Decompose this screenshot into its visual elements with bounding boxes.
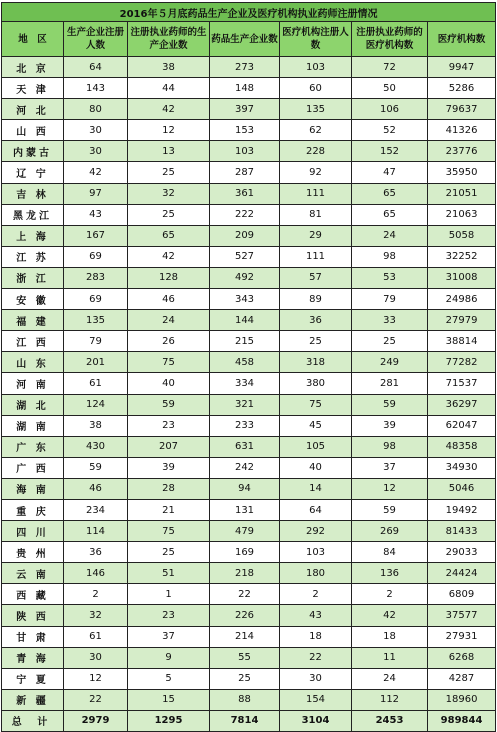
producers-with-pharmacists-cell: 207 [128,436,210,457]
table-row [2,605,496,626]
institution-count-cell: 29033 [428,542,496,563]
institutions-with-pharmacists-cell: 79 [352,289,428,310]
region-cell: 广 东 [2,436,64,457]
producer-count-cell: 233 [210,415,280,436]
institution-count-cell: 6268 [428,647,496,668]
producer-count-cell: 527 [210,246,280,267]
region-cell: 广 西 [2,457,64,478]
region-cell: 河 南 [2,373,64,394]
region-cell: 云 南 [2,563,64,584]
producer-registrants-cell: 43 [64,204,128,225]
institution-registrants-cell: 380 [280,373,352,394]
institutions-with-pharmacists-cell: 12 [352,478,428,499]
institution-registrants-cell: 318 [280,352,352,373]
institution-registrants-cell: 22 [280,647,352,668]
table-body [2,57,496,711]
table-row [2,584,496,605]
institution-count-cell: 9947 [428,57,496,78]
producers-with-pharmacists-cell: 9 [128,647,210,668]
producer-registrants-cell: 135 [64,310,128,331]
institution-registrants-cell: 25 [280,331,352,352]
producer-count-cell: 226 [210,605,280,626]
table-row [2,120,496,141]
table-row [2,563,496,584]
institution-registrants-cell: 292 [280,521,352,542]
producer-registrants-cell: 146 [64,563,128,584]
producer-registrants-cell: 64 [64,57,128,78]
institutions-with-pharmacists-cell: 47 [352,162,428,183]
producer-registrants-cell: 32 [64,605,128,626]
producers-with-pharmacists-cell: 12 [128,120,210,141]
table-row [2,415,496,436]
institution-count-cell: 48358 [428,436,496,457]
producer-registrants-cell: 283 [64,267,128,288]
total-cell: 989844 [428,710,496,731]
institution-registrants-cell: 18 [280,626,352,647]
producer-count-cell: 55 [210,647,280,668]
institution-registrants-cell: 62 [280,120,352,141]
producer-count-cell: 103 [210,141,280,162]
producer-count-cell: 144 [210,310,280,331]
institution-count-cell: 79637 [428,99,496,120]
producer-registrants-cell: 69 [64,246,128,267]
region-cell: 山 西 [2,120,64,141]
table-row [2,689,496,710]
table-row [2,225,496,246]
region-cell: 湖 北 [2,394,64,415]
producer-registrants-cell: 2 [64,584,128,605]
producer-count-cell: 334 [210,373,280,394]
institution-registrants-cell: 30 [280,668,352,689]
producer-count-cell: 492 [210,267,280,288]
institutions-with-pharmacists-cell: 37 [352,457,428,478]
institution-count-cell: 27979 [428,310,496,331]
institution-count-cell: 81433 [428,521,496,542]
institution-count-cell: 23776 [428,141,496,162]
producer-count-cell: 94 [210,478,280,499]
institutions-with-pharmacists-cell: 24 [352,668,428,689]
producer-count-cell: 214 [210,626,280,647]
institution-count-cell: 34930 [428,457,496,478]
producer-registrants-cell: 234 [64,499,128,520]
header-institution-count: 医疗机构数 [428,22,496,57]
table-row [2,668,496,689]
institutions-with-pharmacists-cell: 281 [352,373,428,394]
institution-count-cell: 41326 [428,120,496,141]
table-row [2,647,496,668]
institutions-with-pharmacists-cell: 65 [352,183,428,204]
table-row [2,499,496,520]
table-row [2,373,496,394]
header-institutions-with-pharmacists: 注册执业药师的医疗机构数 [352,22,428,57]
table-row [2,289,496,310]
producers-with-pharmacists-cell: 51 [128,563,210,584]
region-cell: 安 徽 [2,289,64,310]
institutions-with-pharmacists-cell: 98 [352,246,428,267]
header-row [2,22,496,57]
producer-registrants-cell: 38 [64,415,128,436]
total-cell: 3104 [280,710,352,731]
region-cell: 四 川 [2,521,64,542]
producers-with-pharmacists-cell: 1 [128,584,210,605]
institution-count-cell: 38814 [428,331,496,352]
producers-with-pharmacists-cell: 26 [128,331,210,352]
table-row [2,478,496,499]
institutions-with-pharmacists-cell: 42 [352,605,428,626]
producer-count-cell: 242 [210,457,280,478]
region-cell: 福 建 [2,310,64,331]
institutions-with-pharmacists-cell: 50 [352,78,428,99]
institution-count-cell: 62047 [428,415,496,436]
region-cell: 江 西 [2,331,64,352]
producers-with-pharmacists-cell: 40 [128,373,210,394]
institutions-with-pharmacists-cell: 25 [352,331,428,352]
table-row [2,626,496,647]
producer-count-cell: 273 [210,57,280,78]
institution-count-cell: 24424 [428,563,496,584]
region-cell: 天 津 [2,78,64,99]
producer-registrants-cell: 80 [64,99,128,120]
producer-count-cell: 88 [210,689,280,710]
institution-registrants-cell: 43 [280,605,352,626]
institution-registrants-cell: 36 [280,310,352,331]
region-cell: 内蒙古 [2,141,64,162]
producer-registrants-cell: 36 [64,542,128,563]
institution-registrants-cell: 14 [280,478,352,499]
producers-with-pharmacists-cell: 32 [128,183,210,204]
institution-registrants-cell: 180 [280,563,352,584]
producers-with-pharmacists-cell: 15 [128,689,210,710]
table-row [2,436,496,457]
region-cell: 宁 夏 [2,668,64,689]
producer-registrants-cell: 69 [64,289,128,310]
table-title: 2016年５月底药品生产企业及医疗机构执业药师注册情况 [2,3,496,22]
producer-registrants-cell: 30 [64,647,128,668]
producer-registrants-cell: 61 [64,626,128,647]
table-row [2,267,496,288]
producer-count-cell: 343 [210,289,280,310]
producer-registrants-cell: 22 [64,689,128,710]
producer-count-cell: 218 [210,563,280,584]
producer-count-cell: 222 [210,204,280,225]
producer-count-cell: 131 [210,499,280,520]
producer-registrants-cell: 201 [64,352,128,373]
region-cell: 河 北 [2,99,64,120]
producers-with-pharmacists-cell: 46 [128,289,210,310]
region-cell: 北 京 [2,57,64,78]
producers-with-pharmacists-cell: 25 [128,162,210,183]
institutions-with-pharmacists-cell: 152 [352,141,428,162]
institution-count-cell: 21051 [428,183,496,204]
institutions-with-pharmacists-cell: 59 [352,394,428,415]
producers-with-pharmacists-cell: 39 [128,457,210,478]
institution-count-cell: 35950 [428,162,496,183]
producer-count-cell: 215 [210,331,280,352]
producer-count-cell: 361 [210,183,280,204]
table-row [2,141,496,162]
institution-count-cell: 5046 [428,478,496,499]
producers-with-pharmacists-cell: 65 [128,225,210,246]
institution-count-cell: 27931 [428,626,496,647]
institutions-with-pharmacists-cell: 39 [352,415,428,436]
institutions-with-pharmacists-cell: 106 [352,99,428,120]
table-row [2,183,496,204]
producer-registrants-cell: 12 [64,668,128,689]
total-cell: 1295 [128,710,210,731]
table-row [2,162,496,183]
institution-count-cell: 37577 [428,605,496,626]
institution-count-cell: 6809 [428,584,496,605]
producer-registrants-cell: 46 [64,478,128,499]
table-row [2,542,496,563]
total-row [2,710,496,731]
producer-registrants-cell: 42 [64,162,128,183]
institution-count-cell: 31008 [428,267,496,288]
producers-with-pharmacists-cell: 13 [128,141,210,162]
institutions-with-pharmacists-cell: 59 [352,499,428,520]
institution-registrants-cell: 64 [280,499,352,520]
institution-registrants-cell: 111 [280,183,352,204]
institution-registrants-cell: 228 [280,141,352,162]
producers-with-pharmacists-cell: 28 [128,478,210,499]
producers-with-pharmacists-cell: 37 [128,626,210,647]
producers-with-pharmacists-cell: 75 [128,521,210,542]
table-row [2,204,496,225]
producer-count-cell: 631 [210,436,280,457]
header-region: 地 区 [2,22,64,57]
producers-with-pharmacists-cell: 23 [128,605,210,626]
producer-registrants-cell: 430 [64,436,128,457]
institutions-with-pharmacists-cell: 65 [352,204,428,225]
producer-registrants-cell: 114 [64,521,128,542]
institution-registrants-cell: 103 [280,542,352,563]
institutions-with-pharmacists-cell: 24 [352,225,428,246]
region-cell: 上 海 [2,225,64,246]
producer-registrants-cell: 61 [64,373,128,394]
region-cell: 吉 林 [2,183,64,204]
institutions-with-pharmacists-cell: 33 [352,310,428,331]
institution-count-cell: 71537 [428,373,496,394]
institution-registrants-cell: 89 [280,289,352,310]
producers-with-pharmacists-cell: 38 [128,57,210,78]
region-cell: 山 东 [2,352,64,373]
producer-count-cell: 25 [210,668,280,689]
producer-registrants-cell: 59 [64,457,128,478]
region-cell: 贵 州 [2,542,64,563]
producer-count-cell: 287 [210,162,280,183]
institution-registrants-cell: 103 [280,57,352,78]
region-cell: 辽 宁 [2,162,64,183]
producers-with-pharmacists-cell: 5 [128,668,210,689]
table-row [2,331,496,352]
institutions-with-pharmacists-cell: 269 [352,521,428,542]
producer-registrants-cell: 79 [64,331,128,352]
total-cell: 7814 [210,710,280,731]
institution-registrants-cell: 111 [280,246,352,267]
producers-with-pharmacists-cell: 23 [128,415,210,436]
producer-registrants-cell: 124 [64,394,128,415]
producer-registrants-cell: 30 [64,120,128,141]
institution-registrants-cell: 135 [280,99,352,120]
institution-registrants-cell: 60 [280,78,352,99]
producers-with-pharmacists-cell: 24 [128,310,210,331]
header-institution-registrants: 医疗机构注册人数 [280,22,352,57]
institution-registrants-cell: 81 [280,204,352,225]
table-row [2,394,496,415]
institutions-with-pharmacists-cell: 2 [352,584,428,605]
region-cell: 西 藏 [2,584,64,605]
institutions-with-pharmacists-cell: 52 [352,120,428,141]
producer-count-cell: 479 [210,521,280,542]
producers-with-pharmacists-cell: 21 [128,499,210,520]
producer-count-cell: 148 [210,78,280,99]
producers-with-pharmacists-cell: 42 [128,246,210,267]
table-row [2,78,496,99]
region-cell: 陕 西 [2,605,64,626]
table-row [2,521,496,542]
producer-count-cell: 22 [210,584,280,605]
institutions-with-pharmacists-cell: 112 [352,689,428,710]
table-row [2,352,496,373]
producer-count-cell: 458 [210,352,280,373]
institution-registrants-cell: 75 [280,394,352,415]
institutions-with-pharmacists-cell: 11 [352,647,428,668]
producers-with-pharmacists-cell: 42 [128,99,210,120]
institution-count-cell: 19492 [428,499,496,520]
producer-count-cell: 153 [210,120,280,141]
total-cell: 2979 [64,710,128,731]
producer-count-cell: 209 [210,225,280,246]
producers-with-pharmacists-cell: 25 [128,542,210,563]
producers-with-pharmacists-cell: 44 [128,78,210,99]
institution-registrants-cell: 40 [280,457,352,478]
region-cell: 湖 南 [2,415,64,436]
region-cell: 浙 江 [2,267,64,288]
producer-count-cell: 321 [210,394,280,415]
institutions-with-pharmacists-cell: 18 [352,626,428,647]
producer-registrants-cell: 30 [64,141,128,162]
producer-registrants-cell: 97 [64,183,128,204]
total-cell: 2453 [352,710,428,731]
table-row [2,246,496,267]
institution-count-cell: 5286 [428,78,496,99]
institution-count-cell: 4287 [428,668,496,689]
table-row [2,457,496,478]
institution-count-cell: 77282 [428,352,496,373]
institution-count-cell: 18960 [428,689,496,710]
institution-registrants-cell: 2 [280,584,352,605]
producer-count-cell: 397 [210,99,280,120]
producers-with-pharmacists-cell: 128 [128,267,210,288]
institutions-with-pharmacists-cell: 136 [352,563,428,584]
institution-registrants-cell: 92 [280,162,352,183]
institutions-with-pharmacists-cell: 84 [352,542,428,563]
producers-with-pharmacists-cell: 59 [128,394,210,415]
registration-sheet [1,2,495,732]
institution-registrants-cell: 105 [280,436,352,457]
producers-with-pharmacists-cell: 25 [128,204,210,225]
region-cell: 甘 肃 [2,626,64,647]
table-row [2,310,496,331]
institution-registrants-cell: 29 [280,225,352,246]
producer-registrants-cell: 167 [64,225,128,246]
institution-count-cell: 24986 [428,289,496,310]
institution-registrants-cell: 154 [280,689,352,710]
registration-table [1,2,496,732]
region-cell: 黑龙江 [2,204,64,225]
header-producers-with-pharmacists: 注册执业药师的生产企业数 [128,22,210,57]
total-label: 总 计 [2,710,64,731]
table-row [2,99,496,120]
region-cell: 青 海 [2,647,64,668]
institutions-with-pharmacists-cell: 249 [352,352,428,373]
producer-registrants-cell: 143 [64,78,128,99]
institution-registrants-cell: 57 [280,267,352,288]
region-cell: 重 庆 [2,499,64,520]
institutions-with-pharmacists-cell: 98 [352,436,428,457]
header-producer-count: 药品生产企业数 [210,22,280,57]
region-cell: 新 疆 [2,689,64,710]
institution-count-cell: 5058 [428,225,496,246]
region-cell: 江 苏 [2,246,64,267]
institutions-with-pharmacists-cell: 72 [352,57,428,78]
table-row [2,57,496,78]
institutions-with-pharmacists-cell: 53 [352,267,428,288]
producers-with-pharmacists-cell: 75 [128,352,210,373]
institution-count-cell: 21063 [428,204,496,225]
region-cell: 海 南 [2,478,64,499]
institution-count-cell: 36297 [428,394,496,415]
institution-registrants-cell: 45 [280,415,352,436]
header-producer-registrants: 生产企业注册人数 [64,22,128,57]
producer-count-cell: 169 [210,542,280,563]
institution-count-cell: 32252 [428,246,496,267]
